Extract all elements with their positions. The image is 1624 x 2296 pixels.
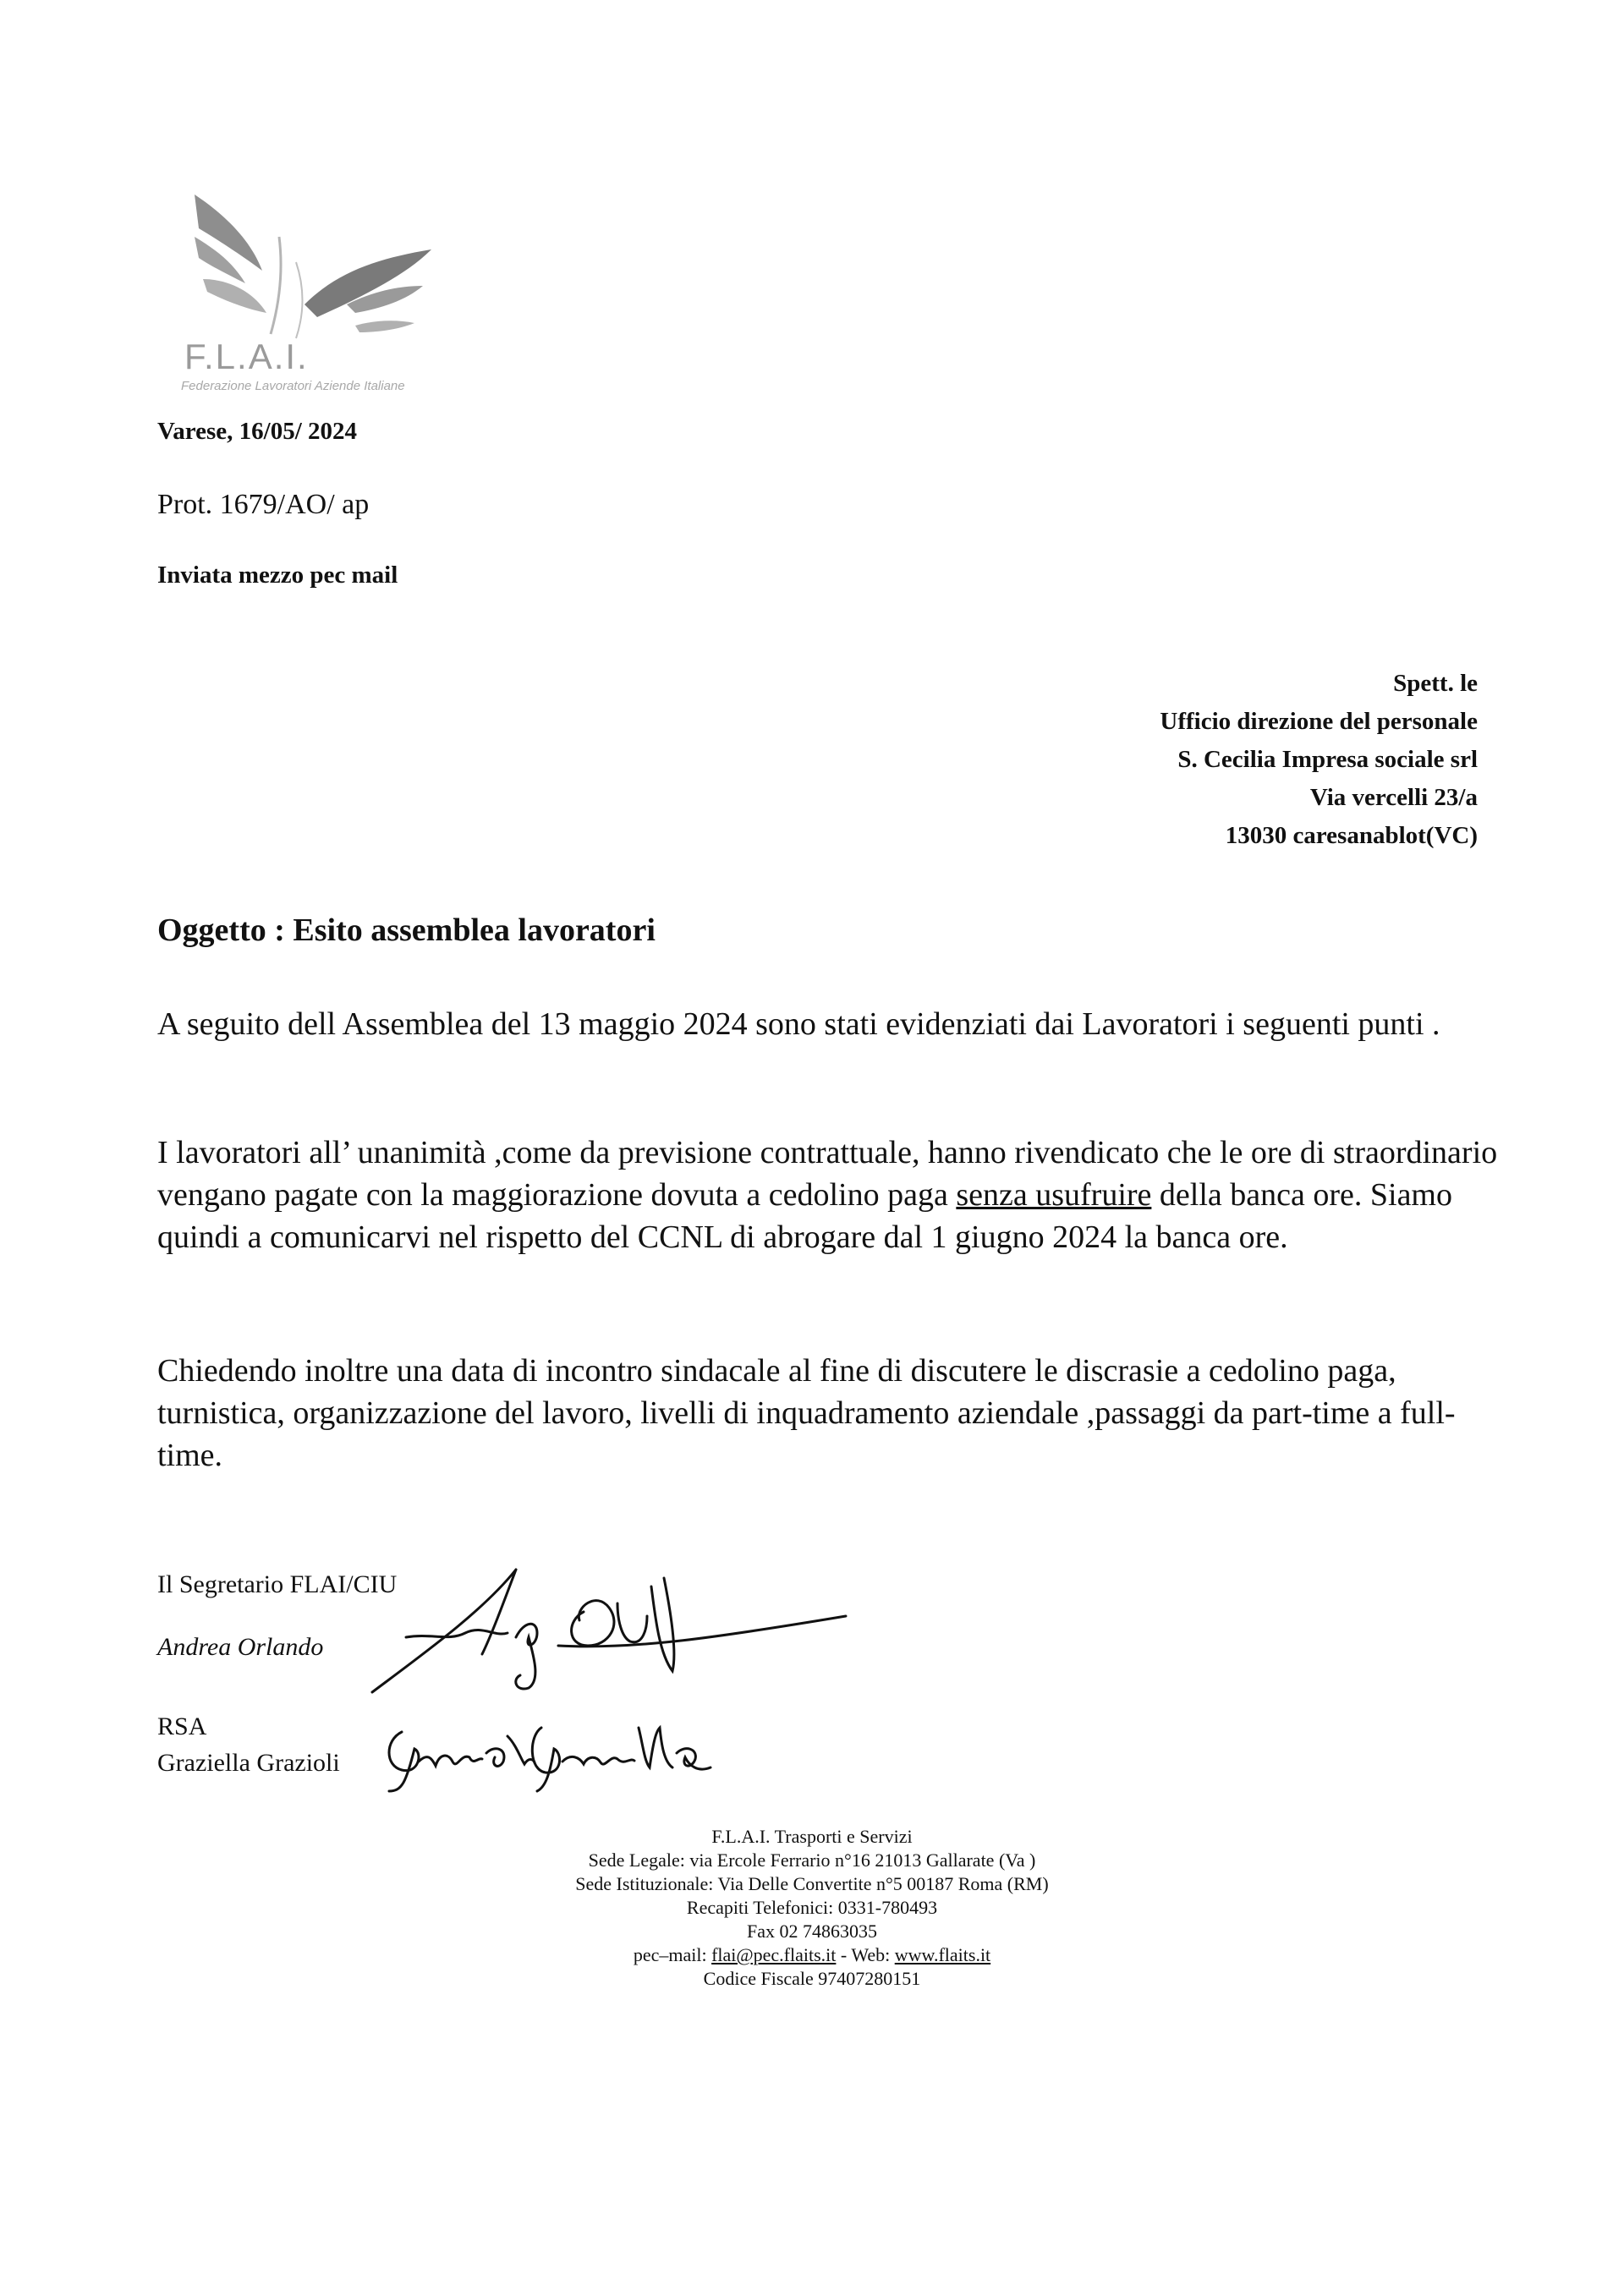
footer-institutional-seat: Sede Istituzionale: Via Delle Convertite n°5 00187 Roma (RM) <box>575 1873 1049 1894</box>
secretary-name: Andrea Orlando <box>157 1633 324 1661</box>
recipient-line: 13030 caresanablot(VC) <box>1225 822 1478 849</box>
footer-fax: Fax 02 74863035 <box>747 1921 877 1942</box>
recipient-line: Spett. le <box>1393 670 1478 697</box>
recipient-line: Ufficio direzione del personale <box>1160 708 1478 735</box>
footer-legal-seat: Sede Legale: via Ercole Ferrario n°16 21013 Gallarate (Va ) <box>588 1849 1036 1871</box>
footer-org: F.L.A.I. Trasporti e Servizi <box>711 1826 913 1847</box>
web-label: - Web: <box>836 1944 895 1965</box>
flai-logo <box>169 178 474 397</box>
body-paragraph-1: A seguito dell Assemblea del 13 maggio 2024 sono stati evidenziati dai Lavoratori i seguenti punti . <box>157 1006 1440 1042</box>
underlined-phrase: senza usufruire <box>956 1177 1152 1213</box>
secretary-title: Il Segretario FLAI/CIU <box>157 1570 398 1598</box>
delivery-method: Inviata mezzo pec mail <box>157 562 398 589</box>
rsa-name: Graziella Grazioli <box>157 1749 340 1777</box>
body-paragraph-3: Chiedendo inoltre una data di incontro sindacale al fine di discutere le discrasie a cedolino paga, turnistica, organizzazione del lavoro, livelli di inquadramento aziendale ,passaggi da part-time a full- time. <box>157 1353 1456 1473</box>
letter-date: Varese, 16/05/ 2024 <box>157 418 358 445</box>
protocol-number: Prot. 1679/AO/ ap <box>157 489 370 520</box>
recipient-line: S. Cecilia Impresa sociale srl <box>1177 746 1478 773</box>
logo-acronym: F.L.A.I. <box>184 337 309 376</box>
recipient-line: Via vercelli 23/a <box>1309 784 1478 811</box>
rsa-signature <box>381 1707 761 1804</box>
footer-tax-code: Codice Fiscale 97407280151 <box>703 1968 921 1989</box>
paragraph-text: I lavoratori all’ unanimità ,come da previsione contrattuale, hanno rivendicato che le ore di straordinario vengano pagate con la maggiorazione dovuta a cedolino paga <box>157 1135 1498 1213</box>
logo-tagline: Federazione Lavoratori Aziende Italiane <box>181 379 405 393</box>
paragraph-text: della banca ore. Siamo quindi a comunicarvi nel rispetto del CCNL di abrogare dal 1 giugno 2024 la banca ore. <box>157 1177 1452 1255</box>
letter-subject: Oggetto : Esito assemblea lavoratori <box>157 912 656 948</box>
secretary-signature <box>355 1553 863 1718</box>
rsa-label: RSA <box>157 1712 207 1740</box>
body-paragraph-2 <box>157 1132 1502 1258</box>
flai-leaf-emblem-icon <box>169 178 474 347</box>
recipient-address <box>1160 665 1478 855</box>
website-link[interactable]: www.flaits.it <box>894 1944 991 1965</box>
letter-footer <box>474 1825 1150 1991</box>
footer-phone: Recapiti Telefonici: 0331-780493 <box>686 1897 938 1918</box>
pec-email-link[interactable]: flai@pec.flaits.it <box>711 1944 837 1965</box>
pec-label: pec–mail: <box>633 1944 712 1965</box>
footer-contacts <box>474 1943 1150 1967</box>
